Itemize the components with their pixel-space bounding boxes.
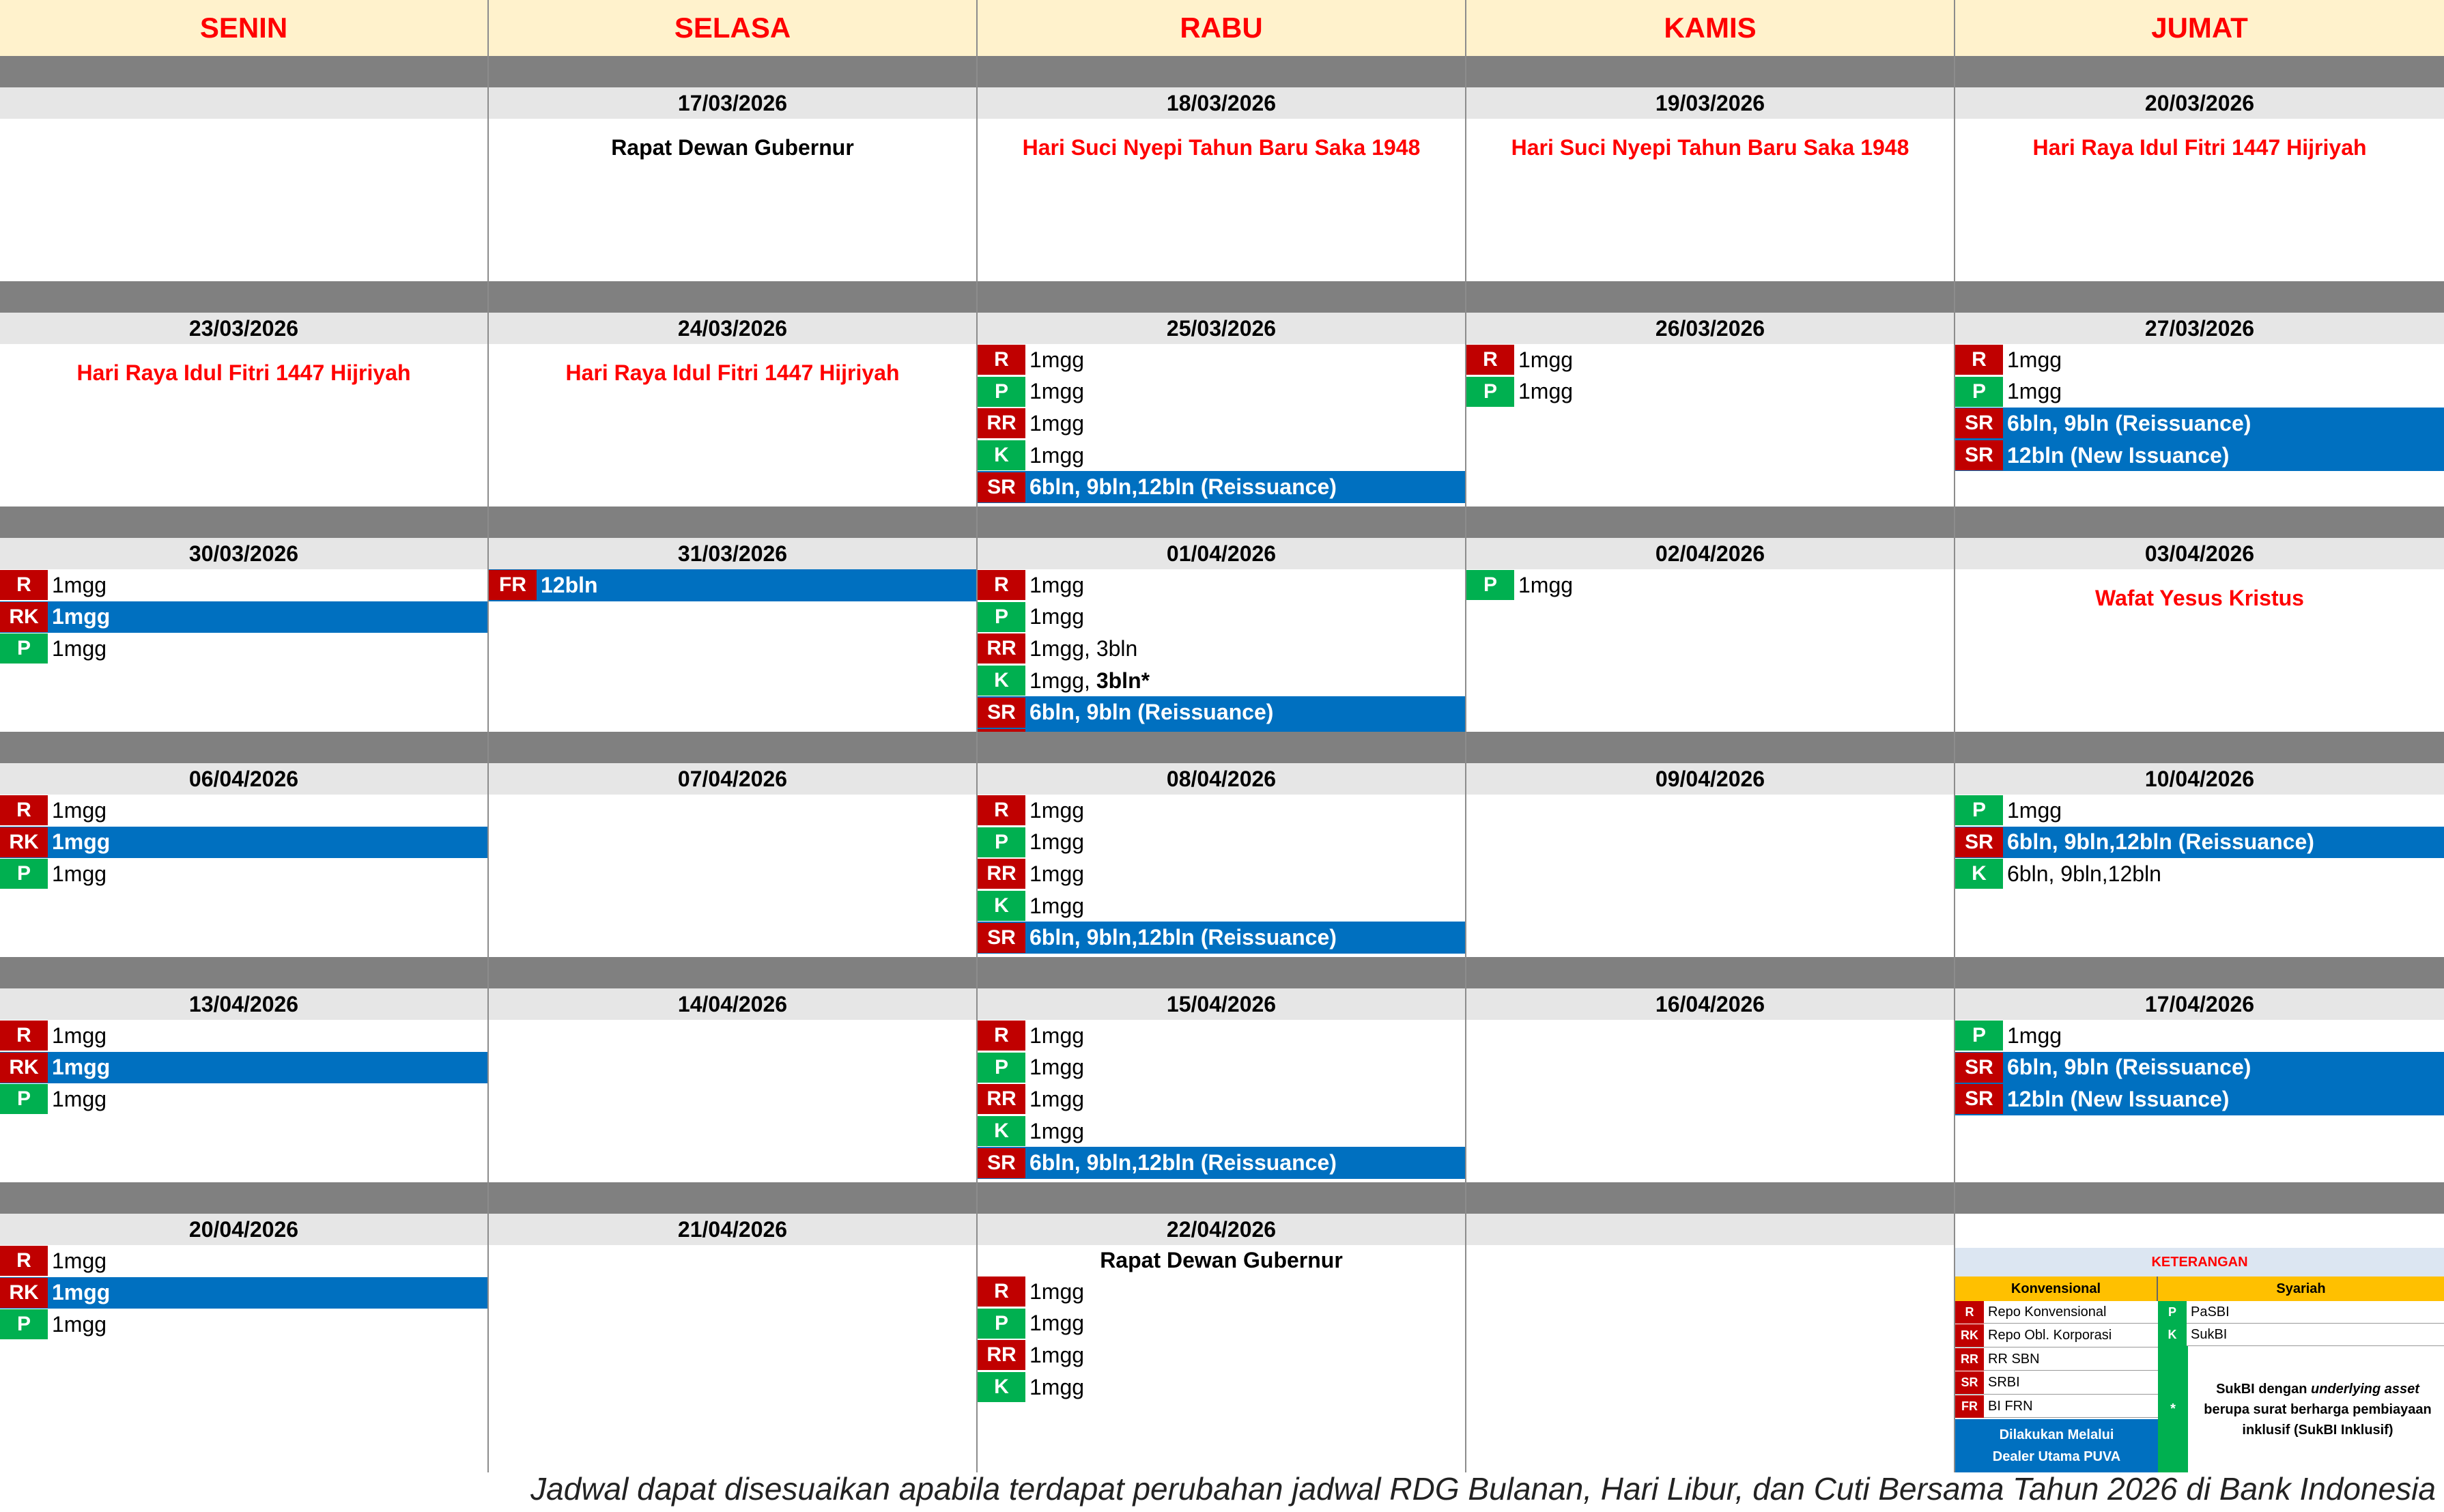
legend-konv-item xyxy=(1955,1372,2158,1395)
instrument-tag: R xyxy=(0,795,48,825)
instrument-tag: R xyxy=(0,570,48,600)
date-label: 20/03/2026 xyxy=(1955,87,2444,119)
legend-label: SukBI xyxy=(2191,1326,2228,1342)
day-cell xyxy=(978,763,1465,957)
schedule-item xyxy=(978,601,1465,633)
tenor-text: 1mgg xyxy=(52,861,107,886)
day-cell xyxy=(0,763,487,957)
tenor-text: 12bln (New Issuance) xyxy=(2007,442,2230,468)
schedule-item xyxy=(978,1276,1465,1308)
tenor-text: 1mgg xyxy=(1029,797,1085,823)
event-label: Hari Raya Idul Fitri 1447 Hijriyah xyxy=(565,360,900,385)
tenor-text: 1mgg xyxy=(52,572,107,597)
instrument-tag: P xyxy=(1955,1021,2003,1051)
day-header-senin: SENIN xyxy=(0,0,489,56)
day-cell xyxy=(1466,313,1954,507)
schedule-item xyxy=(1955,1083,2444,1115)
day-cell xyxy=(1955,538,2444,732)
schedule-item xyxy=(1955,376,2444,408)
schedule-item xyxy=(1955,440,2444,472)
tenor-text: 1mgg xyxy=(52,1311,107,1337)
instrument-tag: RK xyxy=(0,1278,48,1308)
legend-konv-item xyxy=(1955,1395,2158,1418)
schedule-item xyxy=(978,858,1465,890)
event-label: Hari Suci Nyepi Tahun Baru Saka 1948 xyxy=(1511,135,1909,160)
schedule-item xyxy=(978,696,1465,728)
instrument-tag: SR xyxy=(978,1148,1025,1178)
schedule-item xyxy=(978,1115,1465,1147)
day-cell xyxy=(489,1214,976,1408)
date-label: 23/03/2026 xyxy=(0,313,487,344)
date-label: 21/04/2026 xyxy=(489,1214,976,1245)
instrument-tag: RR xyxy=(978,1084,1025,1114)
instrument-tag: SR xyxy=(1955,1084,2003,1114)
date-label: 17/04/2026 xyxy=(1955,988,2444,1020)
date-label: 30/03/2026 xyxy=(0,538,487,569)
date-label: 08/04/2026 xyxy=(978,763,1465,795)
schedule-item xyxy=(978,1083,1465,1115)
day-cell xyxy=(489,538,976,732)
tenor-text: 1mgg xyxy=(1029,829,1085,855)
date-label: 10/04/2026 xyxy=(1955,763,2444,795)
schedule-item xyxy=(978,1147,1465,1179)
tenor-text: 1mgg xyxy=(1518,379,1574,404)
tenor-text: 1mgg xyxy=(2007,797,2062,823)
column-divider xyxy=(487,56,489,1472)
week-separator xyxy=(0,507,2444,538)
date-label: 13/04/2026 xyxy=(0,988,487,1020)
day-cell xyxy=(0,1214,487,1408)
legend-star-marker: * xyxy=(2158,1346,2188,1472)
schedule-item xyxy=(1466,376,1954,408)
schedule-item xyxy=(978,1308,1465,1340)
instrument-tag: P xyxy=(0,1309,48,1339)
schedule-item xyxy=(978,1339,1465,1371)
schedule-item xyxy=(978,344,1465,376)
tenor-text: 1mgg xyxy=(1029,572,1085,597)
tenor-text: 1mgg xyxy=(2007,347,2062,372)
instrument-tag: K xyxy=(978,1116,1025,1146)
schedule-item xyxy=(0,1245,487,1277)
date-label: 26/03/2026 xyxy=(1466,313,1954,344)
day-cell xyxy=(489,313,976,507)
legend-tag: RR xyxy=(1955,1348,1984,1371)
schedule-item xyxy=(978,471,1465,503)
legend-label: Repo Obl. Korporasi xyxy=(1988,1328,2112,1343)
tenor-text: 1mgg xyxy=(52,1023,107,1048)
tenor-text: 1mgg, 3bln xyxy=(1029,636,1138,661)
tenor-text: 6bln, 9bln (Reissuance) xyxy=(2007,410,2251,436)
instrument-tag: P xyxy=(1955,795,2003,825)
tenor-text: 1mgg xyxy=(1029,1374,1085,1399)
schedule-item xyxy=(978,1020,1465,1052)
instrument-tag: R xyxy=(978,1021,1025,1051)
schedule-item xyxy=(978,1052,1465,1084)
schedule-item xyxy=(0,601,487,633)
instrument-tag: SR xyxy=(1955,408,2003,438)
legend-tag: R xyxy=(1955,1301,1984,1324)
legend-konv-item xyxy=(1955,1348,2158,1371)
legend-konvensional-header: Konvensional xyxy=(1955,1276,2158,1301)
instrument-tag: R xyxy=(978,345,1025,375)
date-label: 01/04/2026 xyxy=(978,538,1465,569)
tenor-text: 1mgg xyxy=(1029,861,1085,886)
legend-label: Repo Konvensional xyxy=(1988,1304,2107,1320)
instrument-tag: SR xyxy=(1955,1053,2003,1083)
tenor-text: 1mgg xyxy=(1029,1118,1085,1143)
legend-konv-item xyxy=(1955,1325,2158,1347)
instrument-tag: R xyxy=(978,1276,1025,1307)
tenor-text: 1mgg xyxy=(2007,379,2062,404)
week-separator xyxy=(0,281,2444,313)
day-cell xyxy=(489,763,976,957)
date-label: 18/03/2026 xyxy=(978,87,1465,119)
instrument-tag: R xyxy=(1955,345,2003,375)
schedule-item xyxy=(0,1309,487,1341)
column-divider xyxy=(976,56,978,1472)
instrument-tag: P xyxy=(978,602,1025,632)
instrument-tag: R xyxy=(978,795,1025,825)
schedule-item xyxy=(0,858,487,890)
schedule-item xyxy=(489,569,976,601)
schedule-item xyxy=(1955,858,2444,890)
schedule-item xyxy=(978,569,1465,601)
instrument-tag: SR xyxy=(978,923,1025,953)
instrument-tag: RR xyxy=(978,859,1025,889)
schedule-item xyxy=(978,795,1465,827)
legend-tag: K xyxy=(2158,1324,2187,1346)
schedule-item xyxy=(978,408,1465,440)
legend-tag: RK xyxy=(1955,1324,1984,1347)
tenor-text: 6bln, 9bln,12bln (Reissuance) xyxy=(2007,829,2314,855)
day-cell xyxy=(1466,763,1954,957)
tenor-text: 6bln, 9bln (Reissuance) xyxy=(2007,1055,2251,1080)
instrument-tag: SR xyxy=(978,698,1025,728)
tenor-text: 1mgg xyxy=(1029,604,1085,629)
schedule-item xyxy=(1955,408,2444,440)
instrument-tag: RR xyxy=(978,633,1025,664)
instrument-tag: P xyxy=(1955,377,2003,407)
schedule-item xyxy=(0,827,487,859)
day-cell xyxy=(978,313,1465,507)
schedule-item xyxy=(0,1052,487,1084)
instrument-tag: SR xyxy=(1955,440,2003,470)
date-label: 20/04/2026 xyxy=(0,1214,487,1245)
tenor-text: 1mgg xyxy=(1029,1342,1085,1367)
event-label: Hari Suci Nyepi Tahun Baru Saka 1948 xyxy=(1022,135,1421,160)
tenor-text: 1mgg xyxy=(52,1248,107,1273)
date-label: 27/03/2026 xyxy=(1955,313,2444,344)
instrument-tag: RK xyxy=(0,827,48,857)
schedule-item xyxy=(978,890,1465,922)
tenor-text: 1mgg xyxy=(52,829,111,855)
tenor-text: 1mgg xyxy=(52,1055,111,1080)
tenor-text: 1mgg xyxy=(1029,410,1085,436)
legend-syariah-item xyxy=(2158,1301,2444,1324)
tenor-text: 1mgg xyxy=(52,1086,107,1111)
schedule-item xyxy=(978,376,1465,408)
day-cell xyxy=(978,87,1465,281)
tenor-text: 1mgg xyxy=(1029,1055,1085,1080)
tenor-text: 1mgg xyxy=(1029,1279,1085,1304)
schedule-item xyxy=(1955,1020,2444,1052)
tenor-text: 1mgg xyxy=(52,797,107,823)
legend-syariah-header: Syariah xyxy=(2158,1276,2444,1301)
instrument-tag: P xyxy=(0,1084,48,1114)
legend-label: BI FRN xyxy=(1988,1398,2033,1414)
date-label: 31/03/2026 xyxy=(489,538,976,569)
date-label: 16/04/2026 xyxy=(1466,988,1954,1020)
legend-label: PaSBI xyxy=(2191,1304,2230,1320)
instrument-tag: SR xyxy=(978,472,1025,502)
tenor-text: 1mgg xyxy=(52,604,111,629)
day-cell xyxy=(1466,988,1954,1182)
day-cell xyxy=(1466,87,1954,281)
schedule-item xyxy=(1955,827,2444,859)
instrument-tag: P xyxy=(1466,570,1514,600)
tenor-text: 1mgg xyxy=(52,1280,111,1305)
tenor-text: 1mgg xyxy=(1029,1311,1085,1336)
legend-puva-note: Dilakukan Melalui Dealer Utama PUVA xyxy=(1955,1419,2158,1472)
day-cell xyxy=(978,1214,1465,1408)
day-header-selasa: SELASA xyxy=(489,0,978,56)
instrument-tag: K xyxy=(978,440,1025,470)
schedule-item xyxy=(978,827,1465,859)
schedule-item xyxy=(978,633,1465,665)
schedule-item xyxy=(0,795,487,827)
tenor-text: 1mgg xyxy=(1518,572,1574,597)
instrument-tag: K xyxy=(978,666,1025,696)
instrument-tag: R xyxy=(1466,345,1514,375)
instrument-tag: RR xyxy=(978,408,1025,438)
event-label: Hari Raya Idul Fitri 1447 Hijriyah xyxy=(2032,135,2367,160)
tenor-text: 1mgg xyxy=(52,636,107,661)
schedule-item xyxy=(1955,1052,2444,1084)
schedule-item xyxy=(1955,795,2444,827)
date-label: 17/03/2026 xyxy=(489,87,976,119)
tenor-text: 1mgg xyxy=(1029,442,1085,468)
instrument-tag: P xyxy=(1466,377,1514,407)
day-cell xyxy=(0,538,487,732)
legend-syariah-item xyxy=(2158,1324,2444,1346)
instrument-tag: SR xyxy=(1955,827,2003,857)
week-separator xyxy=(0,56,2444,87)
event-label: Rapat Dewan Gubernur xyxy=(611,135,854,160)
instrument-tag: K xyxy=(1955,859,2003,889)
schedule-item xyxy=(0,1020,487,1052)
legend-title: KETERANGAN xyxy=(1955,1248,2444,1276)
instrument-tag: K xyxy=(978,1372,1025,1402)
event-label: Rapat Dewan Gubernur xyxy=(1100,1248,1343,1272)
day-header-rabu: RABU xyxy=(978,0,1466,56)
instrument-tag: R xyxy=(0,1246,48,1276)
schedule-item xyxy=(0,633,487,665)
date-label: 22/04/2026 xyxy=(978,1214,1465,1245)
date-label: 06/04/2026 xyxy=(0,763,487,795)
instrument-tag: P xyxy=(0,633,48,664)
week-separator xyxy=(0,1182,2444,1214)
day-cell xyxy=(978,988,1465,1182)
instrument-tag: K xyxy=(978,891,1025,921)
tenor-text: 6bln, 9bln,12bln xyxy=(2007,861,2161,886)
day-cell xyxy=(489,988,976,1182)
tenor-text: 12bln xyxy=(541,572,598,597)
legend xyxy=(1955,1248,2444,1472)
tenor-text: 1mgg xyxy=(1029,1086,1085,1111)
schedule-item xyxy=(0,1083,487,1115)
day-cell xyxy=(1955,87,2444,281)
tenor-text: 1mgg xyxy=(1029,893,1085,918)
day-cell xyxy=(489,87,976,281)
day-cell xyxy=(0,313,487,507)
tenor-text: 6bln, 9bln,12bln (Reissuance) xyxy=(1029,1150,1337,1175)
tenor-text: 1mgg xyxy=(1029,379,1085,404)
date-label: 09/04/2026 xyxy=(1466,763,1954,795)
legend-label: SRBI xyxy=(1988,1375,2020,1390)
legend-label: RR SBN xyxy=(1988,1351,2040,1367)
instrument-tag: P xyxy=(978,827,1025,857)
schedule-item xyxy=(978,922,1465,954)
legend-tag: P xyxy=(2158,1301,2187,1324)
tenor-text: 6bln, 9bln (Reissuance) xyxy=(1029,700,1274,725)
tenor-text: 1mgg xyxy=(1029,1023,1085,1048)
day-cell xyxy=(1955,313,2444,507)
day-header-kamis: KAMIS xyxy=(1466,0,1955,56)
tenor-text: 1mgg xyxy=(1029,347,1085,372)
week-separator xyxy=(0,957,2444,988)
schedule-item xyxy=(0,569,487,601)
instrument-tag: RK xyxy=(0,602,48,632)
instrument-tag: P xyxy=(978,1053,1025,1083)
legend-note: SukBI dengan underlying asset berupa surat berharga pembiayaan inklusif (SukBI Inklusif) xyxy=(2204,1381,2432,1438)
date-label xyxy=(1466,1214,1954,1245)
footer-note: Jadwal dapat disesuaikan apabila terdapat perubahan jadwal RDG Bulanan, Hari Libur, dan Cuti Bersama Tahun 2026 di Bank Indonesia xyxy=(530,1471,2436,1507)
instrument-tag: R xyxy=(978,570,1025,600)
day-cell xyxy=(1955,763,2444,957)
day-cell xyxy=(978,538,1465,732)
tenor-text: 1mgg xyxy=(2007,1023,2062,1048)
date-label: 07/04/2026 xyxy=(489,763,976,795)
tenor-text: 1mgg xyxy=(1518,347,1574,372)
instrument-tag: P xyxy=(978,1309,1025,1339)
day-cell xyxy=(1466,1214,1954,1408)
instrument-tag: P xyxy=(0,859,48,889)
day-cell xyxy=(1955,988,2444,1182)
legend-konv-item xyxy=(1955,1301,2158,1324)
date-label: 19/03/2026 xyxy=(1466,87,1954,119)
day-cell xyxy=(0,988,487,1182)
legend-tag: FR xyxy=(1955,1395,1984,1418)
tenor-text: 12bln (New Issuance) xyxy=(2007,1086,2230,1111)
day-header-jumat: JUMAT xyxy=(1955,0,2444,56)
tenor-text: 1mgg, xyxy=(1029,668,1096,693)
date-label: 03/04/2026 xyxy=(1955,538,2444,569)
date-label: 25/03/2026 xyxy=(978,313,1465,344)
legend-tag: SR xyxy=(1955,1371,1984,1394)
schedule-item xyxy=(978,665,1465,697)
instrument-tag: FR xyxy=(489,570,537,600)
instrument-tag: RR xyxy=(978,1340,1025,1370)
date-label: 02/04/2026 xyxy=(1466,538,1954,569)
schedule-item xyxy=(1466,569,1954,601)
instrument-tag: P xyxy=(978,377,1025,407)
instrument-tag: R xyxy=(0,1021,48,1051)
day-cell xyxy=(0,87,487,281)
schedule-item xyxy=(0,1277,487,1309)
date-label: 14/04/2026 xyxy=(489,988,976,1020)
date-label xyxy=(0,87,487,119)
day-cell xyxy=(1466,538,1954,732)
event-label: Wafat Yesus Kristus xyxy=(2095,586,2304,610)
instrument-tag: RK xyxy=(0,1053,48,1083)
tenor-text: 6bln, 9bln,12bln (Reissuance) xyxy=(1029,925,1337,950)
event-label: Hari Raya Idul Fitri 1447 Hijriyah xyxy=(76,360,411,385)
schedule-item xyxy=(1955,344,2444,376)
date-label: 15/04/2026 xyxy=(978,988,1465,1020)
tenor-text: 6bln, 9bln,12bln (Reissuance) xyxy=(1029,474,1337,500)
schedule-item xyxy=(1466,344,1954,376)
column-divider xyxy=(1465,56,1466,1472)
date-label: 24/03/2026 xyxy=(489,313,976,344)
schedule-item xyxy=(978,1371,1465,1403)
week-separator xyxy=(0,732,2444,763)
tenor-suffix: 3bln* xyxy=(1096,668,1150,693)
schedule-item xyxy=(978,440,1465,472)
